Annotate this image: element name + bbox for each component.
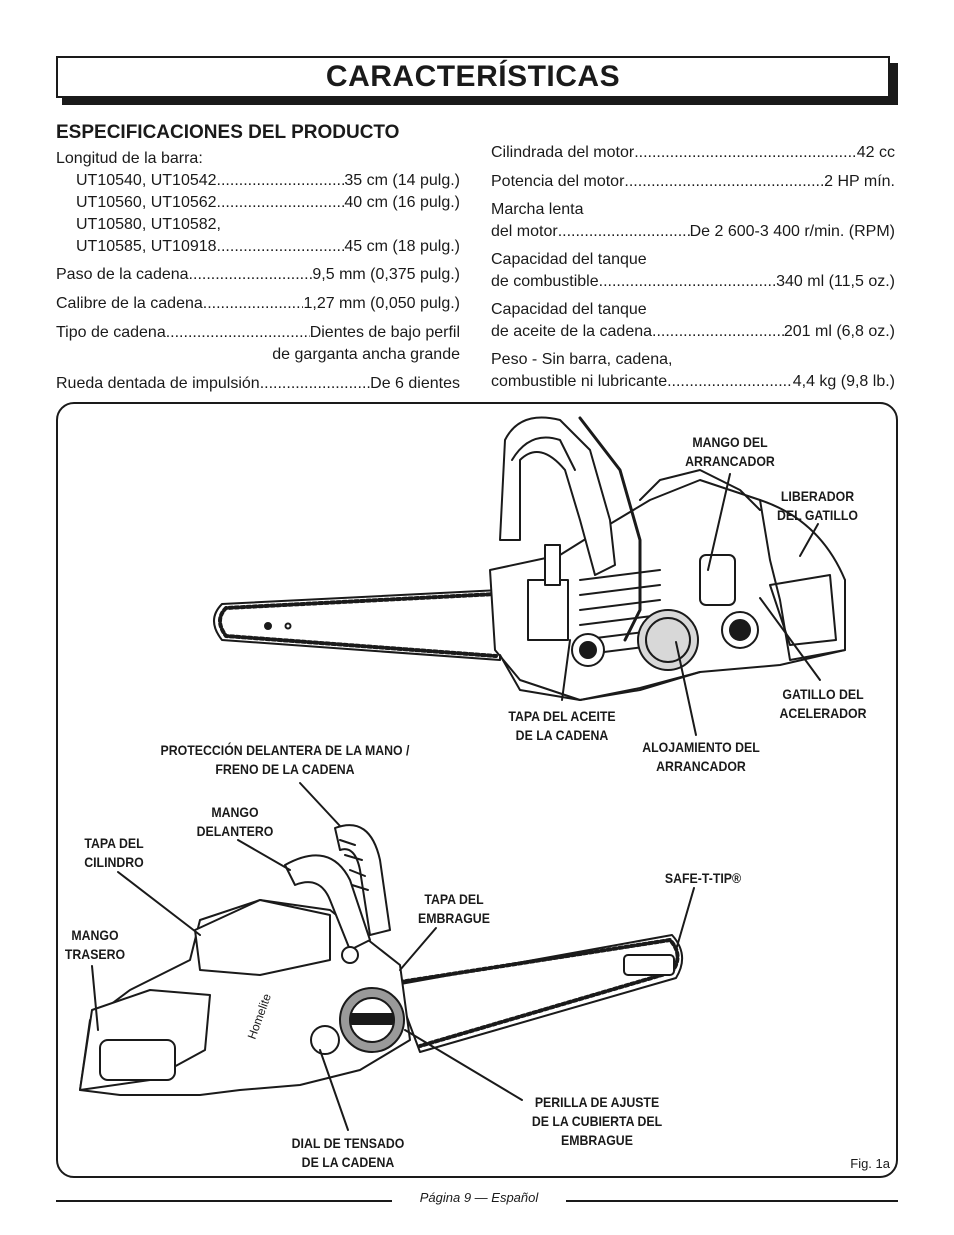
- callout-clutch-cover: TAPA DEL EMBRAGUE: [418, 891, 490, 926]
- figure-label: Fig. 1a: [850, 1156, 890, 1171]
- spec-row-gauge: Calibre de la cadena ..... 1,27 mm (0,050 pulg.): [56, 293, 460, 315]
- spec-bar3-models: UT10580, UT10582,: [76, 216, 221, 233]
- callout-tension-knob: PERILLA DE AJUSTE DE LA CUBIERTA DEL EMBRAGUE: [531, 1094, 663, 1148]
- spec-row-pitch: Paso de la cadena ..... 9,5 mm (0,375 pulg.): [56, 264, 460, 286]
- callout-oil-cap: TAPA DEL ACEITE DE LA CADENA: [508, 708, 616, 743]
- spec-row-displacement: Cilindrada del motor ..... 42 cc: [491, 142, 895, 164]
- bottom-chainsaw-drawing: [80, 825, 682, 1095]
- weight-label: Peso - Sin barra, cadena,: [491, 351, 673, 368]
- spec-row-power: Potencia del motor ..... 2 HP mín.: [491, 171, 895, 193]
- callout-tension-dial: DIAL DE TENSADO DE LA CADENA: [291, 1135, 405, 1170]
- spec-row-weight: combustible ni lubricante ..... 4,4 kg (9,8 lb.): [491, 371, 895, 393]
- page-title: CARACTERÍSTICAS: [325, 60, 621, 93]
- svg-text:Homelite: Homelite: [244, 991, 275, 1042]
- section-heading: ESPECIFICACIONES DEL PRODUCTO: [56, 122, 400, 143]
- bar-length-label: Longitud de la barra:: [56, 150, 203, 167]
- callout-front-guard: PROTECCIÓN DELANTERA DE LA MANO / FRENO DE LA CADENA: [160, 742, 410, 777]
- spec-row-oil: de aceite de la cadena ..... 201 ml (6,8 oz.): [491, 321, 895, 343]
- page-footer: Página 9 — Español: [419, 1190, 539, 1205]
- callout-front-handle: MANGO DELANTERO: [196, 804, 274, 839]
- spec-row-bar2: UT10560, UT10562 ..... 40 cm (16 pulg.): [56, 192, 460, 214]
- oil-label: Capacidad del tanque: [491, 301, 647, 318]
- footer-rule-left: [56, 1200, 392, 1202]
- spec-row-sprocket: Rueda dentada de impulsión ..... De 6 dientes: [56, 373, 460, 395]
- spec-row-bar3: UT10585, UT10918 ..... 45 cm (18 pulg.): [56, 236, 460, 258]
- spec-row-bar1: UT10540, UT10542 ..... 35 cm (14 pulg.): [56, 170, 460, 192]
- callout-safe-t-tip: SAFE-T-TIP®: [664, 870, 742, 886]
- spec-row-fuel: de combustible ..... 340 ml (11,5 oz.): [491, 271, 895, 293]
- callout-throttle-trigger: GATILLO DEL ACELERADOR: [779, 686, 867, 721]
- spec-row-chain-type: Tipo de cadena ..... Dientes de bajo perfil: [56, 322, 460, 344]
- callout-starter-handle: MANGO DEL ARRANCADOR: [685, 434, 775, 469]
- chain-type-value-cont: de garganta ancha grande: [272, 346, 460, 363]
- idle-label: Marcha lenta: [491, 201, 584, 218]
- callout-cylinder-cover: TAPA DEL CILINDRO: [84, 835, 144, 870]
- footer-rule-right: [566, 1200, 898, 1202]
- callout-starter-housing: ALOJAMIENTO DEL ARRANCADOR: [642, 739, 760, 774]
- fuel-label: Capacidad del tanque: [491, 251, 647, 268]
- spec-row-idle: del motor ..... De 2 600-3 400 r/min. (RPM): [491, 221, 895, 243]
- callout-rear-handle: MANGO TRASERO: [64, 927, 126, 962]
- callout-trigger-lockout: LIBERADOR DEL GATILLO: [776, 488, 858, 523]
